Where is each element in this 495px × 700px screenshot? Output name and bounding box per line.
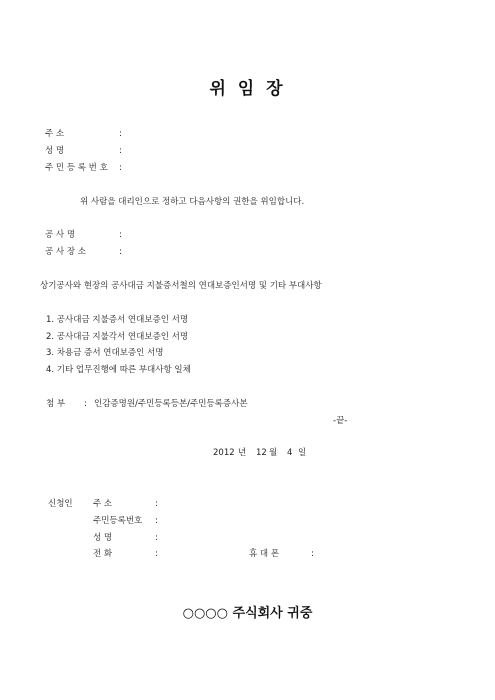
applicant-label: 신청인 (48, 499, 73, 509)
date-month: 12 (256, 448, 267, 458)
applicant-mobile-colon: : (311, 549, 314, 559)
list-item: 3. 차용금 증서 연대보증인 서명 (46, 348, 164, 358)
delegation-sentence: 위 사람을 대리인으로 정하고 다음사항의 권한을 위임합니다. (80, 197, 305, 207)
document-title: 위 임 장 (209, 79, 286, 99)
date-year-unit: 년 (238, 448, 247, 458)
attachment-colon: : (84, 399, 87, 409)
company-name-label: 공 사 명 (45, 230, 76, 240)
date-day-unit: 일 (298, 448, 307, 458)
list-item: 4. 기타 업무진행에 따른 부대사항 일체 (46, 365, 191, 375)
principal-rrn-colon: : (119, 163, 122, 173)
date-month-unit: 월 (269, 448, 278, 458)
applicant-address-label: 주 소 (93, 499, 113, 509)
company-name-colon: : (119, 230, 122, 240)
company-site-label: 공 사 장 소 (45, 247, 86, 257)
attachment-label: 첨 부 (46, 399, 66, 409)
list-item: 2. 공사대금 지불각서 연대보증인 서명 (46, 332, 189, 342)
applicant-phone-colon: : (155, 549, 158, 559)
list-item: 1. 공사대금 지불증서 연대보증인 서명 (46, 315, 189, 325)
applicant-phone-label: 전 화 (93, 549, 113, 559)
principal-address-label: 주 소 (45, 129, 65, 139)
principal-name-colon: : (119, 146, 122, 156)
end-mark: -끝- (333, 416, 348, 426)
applicant-name-colon: : (155, 533, 158, 543)
applicant-address-colon: : (155, 499, 158, 509)
applicant-name-label: 성 명 (93, 533, 113, 543)
applicant-mobile-label: 휴 대 폰 (249, 549, 280, 559)
attachment-value: 인감증명원/주민등록등본/주민등록증사본 (94, 399, 248, 409)
company-site-colon: : (119, 247, 122, 257)
date-day: 4 (287, 448, 293, 458)
applicant-rrn-label: 주민등록번호 (93, 516, 143, 526)
principal-rrn-label: 주 민 등 록 번 호 (45, 163, 108, 173)
purpose-line: 상기공사와 현장의 공사대금 지불증서철의 연대보증인서명 및 기타 부대사항 (40, 281, 322, 291)
principal-address-colon: : (119, 129, 122, 139)
principal-name-label: 성 명 (45, 146, 65, 156)
applicant-rrn-colon: : (155, 516, 158, 526)
date-year: 2012 (213, 448, 235, 458)
recipient-line: ○○○○ 주식회사 귀중 (182, 606, 313, 621)
